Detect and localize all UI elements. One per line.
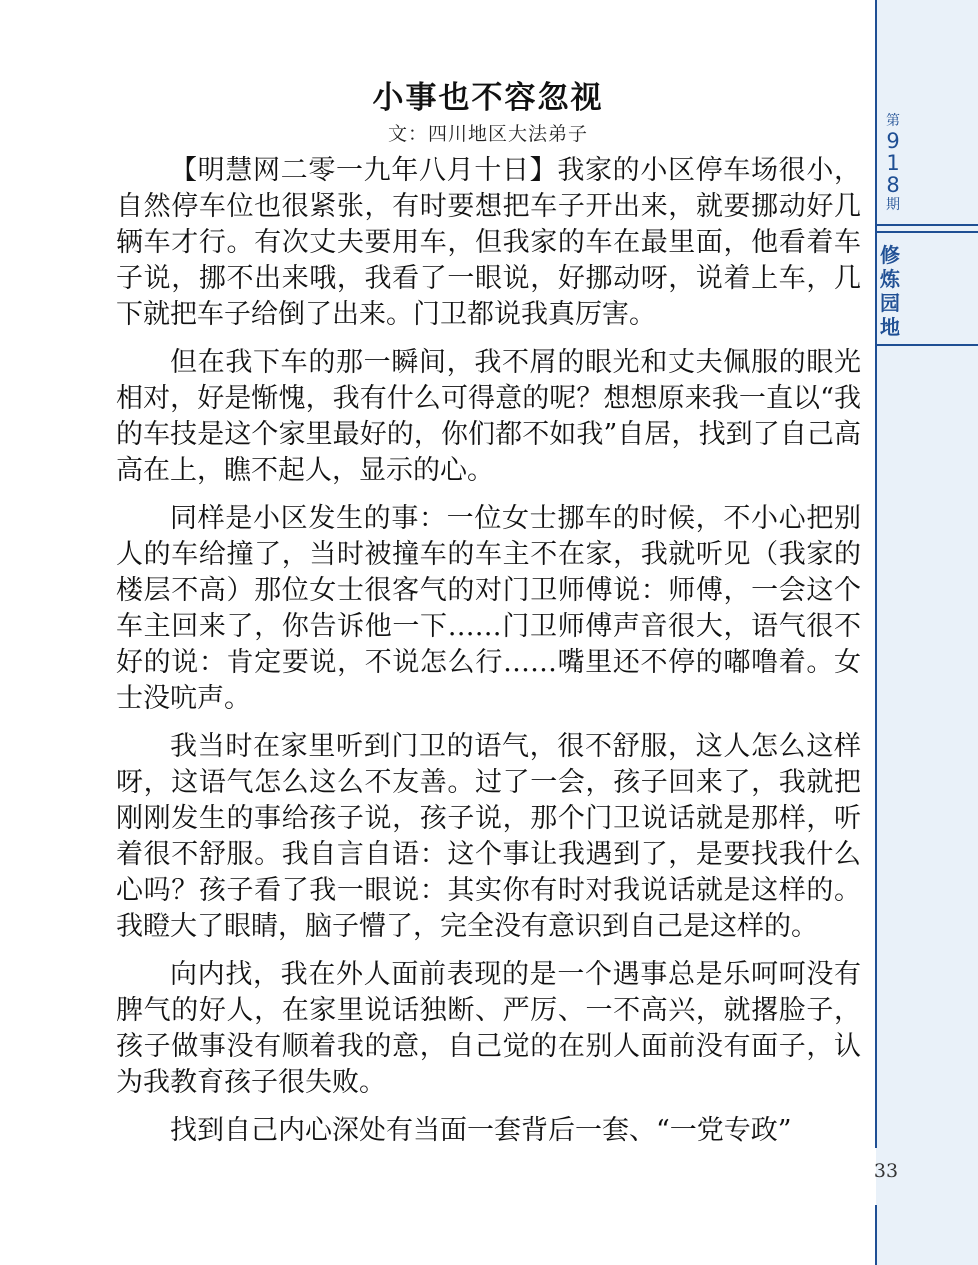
paragraph: 【明慧网二零一九年八月十日】我家的小区停车场很小，自然停车位也很紧张，有时要想把车子开出来，就要挪动好几辆车才行。有次丈夫要用车，但我家的车在最里面，他看着车子说，挪不出来哦，我看了一眼说，好挪动呀，说着上车，几下就把车子给倒了出来。门卫都说我真厉害。 (116, 155, 861, 330)
section-char: 修 (880, 243, 900, 267)
section-char: 炼 (880, 267, 900, 291)
sidebar-divider-line (875, 0, 877, 1148)
sidebar-rule-top-inner (877, 231, 978, 233)
section-char: 园 (880, 291, 900, 315)
issue-digit: 9 (886, 129, 900, 153)
page-number: 33 (873, 1160, 899, 1182)
article-body (116, 153, 861, 1149)
paragraph: 但在我下车的那一瞬间，我不屑的眼光和丈夫佩服的眼光相对，好是惭愧，我有什么可得意的呢？想想原来我一直以“我的车技是这个家里最好的，你们都不如我”自居，找到了自己高高在上，瞧不起人，显示的心。 (116, 347, 861, 486)
paragraph: 同样是小区发生的事：一位女士挪车的时候，不小心把别人的车给撞了，当时被撞车的车主不在家，我就听见（我家的楼层不高）那位女士很客气的对门卫师傅说：师傅，一会这个车主回来了，你告诉他一下……门卫师傅声音很大，语气很不好的说：肯定要说，不说怎么行……嘴里还不停的嘟噜着。女士没吭声。 (116, 503, 861, 714)
article-byline: 文：四川地区大法弟子 (387, 123, 588, 145)
paragraph: 我当时在家里听到门卫的语气，很不舒服，这人怎么这样呀，这语气怎么这么不友善。过了一会，孩子回来了，我就把刚刚发生的事给孩子说，孩子说，那个门卫说话就是那样，听着很不舒服。我自言自语：这个事让我遇到了，是要找我什么心吗？孩子看了我一眼说：其实你有时对我说话就是这样的。我瞪大了眼睛，脑子懵了，完全没有意识到自己是这样的。 (116, 731, 861, 942)
sidebar-divider-line-bottom (875, 1205, 877, 1265)
paragraph: 找到自己内心深处有当面一套背后一套、“一党专政” (170, 1115, 792, 1146)
issue-digit: 1 (886, 151, 900, 175)
section-char: 地 (880, 315, 900, 339)
sidebar-rule-bottom (877, 344, 978, 346)
section-name (880, 243, 910, 339)
issue-suffix: 期 (886, 197, 900, 213)
issue-digit: 8 (886, 173, 900, 197)
paragraph: 向内找，我在外人面前表现的是一个遇事总是乐呵呵没有脾气的好人，在家里说话独断、严厉、一不高兴，就撂脸子，孩子做事没有顺着我的意，自己觉的在别人面前没有面子，认为我教育孩子很失败。 (116, 959, 861, 1098)
article-title: 小事也不容忽视 (372, 80, 604, 116)
sidebar-rule-top (877, 224, 978, 226)
issue-prefix: 第 (886, 113, 900, 129)
